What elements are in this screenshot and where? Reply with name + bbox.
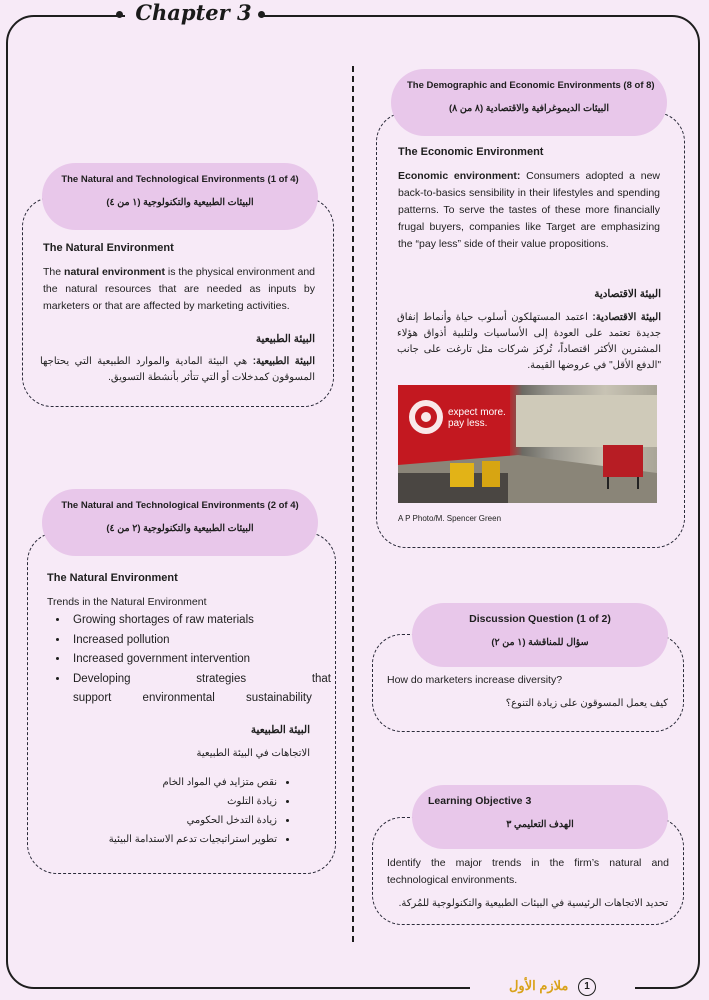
footer-logo-text: ملازم الأول	[508, 978, 569, 993]
economic-env-definition-ar: البيئة الاقتصادية: اعتمد المستهلكون أسلوب حياة وأنماط إنفاق جديدة تعتمد على العودة إلى الأساسيات ولتلبية أذواق هؤلاء المشترين الأكثر اقتصاداً، تُركز شركات مثل تارغت على جانب "الدفع الأقل" في عروضها القيمة.	[397, 312, 661, 371]
target-store-illustration	[398, 385, 657, 503]
list-item: • نقص متزايد في المواد الخام	[57, 773, 277, 792]
title-en: The Demographic and Economic Environments (8 of 8)	[407, 80, 655, 91]
economic-env-definition: Economic environment: Consumers adopted a new back-to-basics sensibility in their lifestyles and spending patterns. To serve the tastes of these more financially frugal buyers, companies like Target are emphasizing the “pay less” side of their value propositions.	[398, 170, 660, 250]
title-ar: البيئات الطبيعية والتكنولوجية (٢ من ٤)	[106, 523, 254, 534]
list-item: • Increased government intervention	[69, 650, 331, 670]
title-ar: سؤال للمناقشة (١ من ٢)	[491, 637, 589, 648]
list-item: • زيادة التدخل الحكومي	[57, 811, 277, 830]
title-dot-right	[258, 11, 265, 18]
photo-sign-text: expect more. pay less.	[448, 407, 506, 429]
title-dot-left	[116, 11, 123, 18]
economic-env-heading-ar: البيئة الاقتصادية	[594, 288, 661, 300]
footer-logo	[470, 976, 635, 996]
natural-env-definition-ar: البيئة الطبيعية: هي البيئة المادية والموارد الطبيعية التي يحتاجها المسوقون كمدخلات أو التي تتأثر بأنشطة التسويق.	[40, 356, 315, 383]
economic-env-heading: The Economic Environment	[398, 146, 544, 158]
learning-objective-title	[412, 785, 668, 849]
natural-env-heading: The Natural Environment	[43, 242, 174, 254]
trends-list-en	[49, 611, 331, 709]
chapter-title: Chapter 3	[125, 0, 262, 28]
discussion-question-title	[412, 603, 668, 667]
natural-env-definition: The natural environment is the physical environment and the natural resources that are needed as inputs by marketers or that are affected by marketing activities.	[43, 266, 316, 312]
photo-caption: A P Photo/M. Spencer Green	[398, 514, 502, 523]
discussion-question-ar: كيف يعمل المسوقون على زيادة التنوع؟	[505, 698, 668, 709]
economic-env-card-title	[391, 69, 667, 136]
natural-env-card-1-title	[42, 163, 318, 230]
learning-objective-ar: تحديد الاتجاهات الرئيسية في البيئات الطبيعية والتكنولوجية للمُركة.	[398, 898, 668, 909]
title-ar: البيئات الطبيعية والتكنولوجية (١ من ٤)	[106, 197, 254, 208]
title-ar: البيئات الديموغرافية والاقتصادية (٨ من ٨)	[448, 103, 610, 114]
natural-env-heading-ar-2: البيئة الطبيعية	[250, 724, 310, 736]
trends-subheading-ar: الاتجاهات في البيئة الطبيعية	[196, 748, 310, 759]
title-en: The Natural and Technological Environments (2 of 4)	[61, 500, 299, 511]
column-divider	[352, 66, 354, 942]
page-number: 1	[578, 978, 596, 996]
trends-list-ar	[57, 773, 299, 849]
title-en: Learning Objective 3	[428, 795, 532, 807]
title-ar: الهدف التعليمي ٣	[506, 819, 574, 830]
trends-subheading: Trends in the Natural Environment	[47, 596, 207, 608]
learning-objective-en: Identify the major trends in the firm’s natural and technological environments.	[387, 857, 669, 886]
natural-env-heading-2: The Natural Environment	[47, 572, 178, 584]
list-item: • زيادة التلوث	[57, 792, 277, 811]
list-item: • تطوير استراتيجيات تدعم الاستدامة البيئية	[57, 830, 277, 849]
list-item: • Growing shortages of raw materials	[69, 611, 331, 631]
target-store-photo	[398, 385, 657, 503]
list-item: • Increased pollution	[69, 631, 331, 651]
discussion-question-en: How do marketers increase diversity?	[387, 674, 563, 686]
natural-env-heading-ar: البيئة الطبيعية	[255, 333, 315, 345]
title-en: Discussion Question (1 of 2)	[469, 613, 611, 625]
natural-env-card-2-title	[42, 489, 318, 556]
title-en: The Natural and Technological Environments (1 of 4)	[61, 174, 299, 185]
list-item: • Developing strategies that support environmental sustainability	[69, 670, 331, 709]
